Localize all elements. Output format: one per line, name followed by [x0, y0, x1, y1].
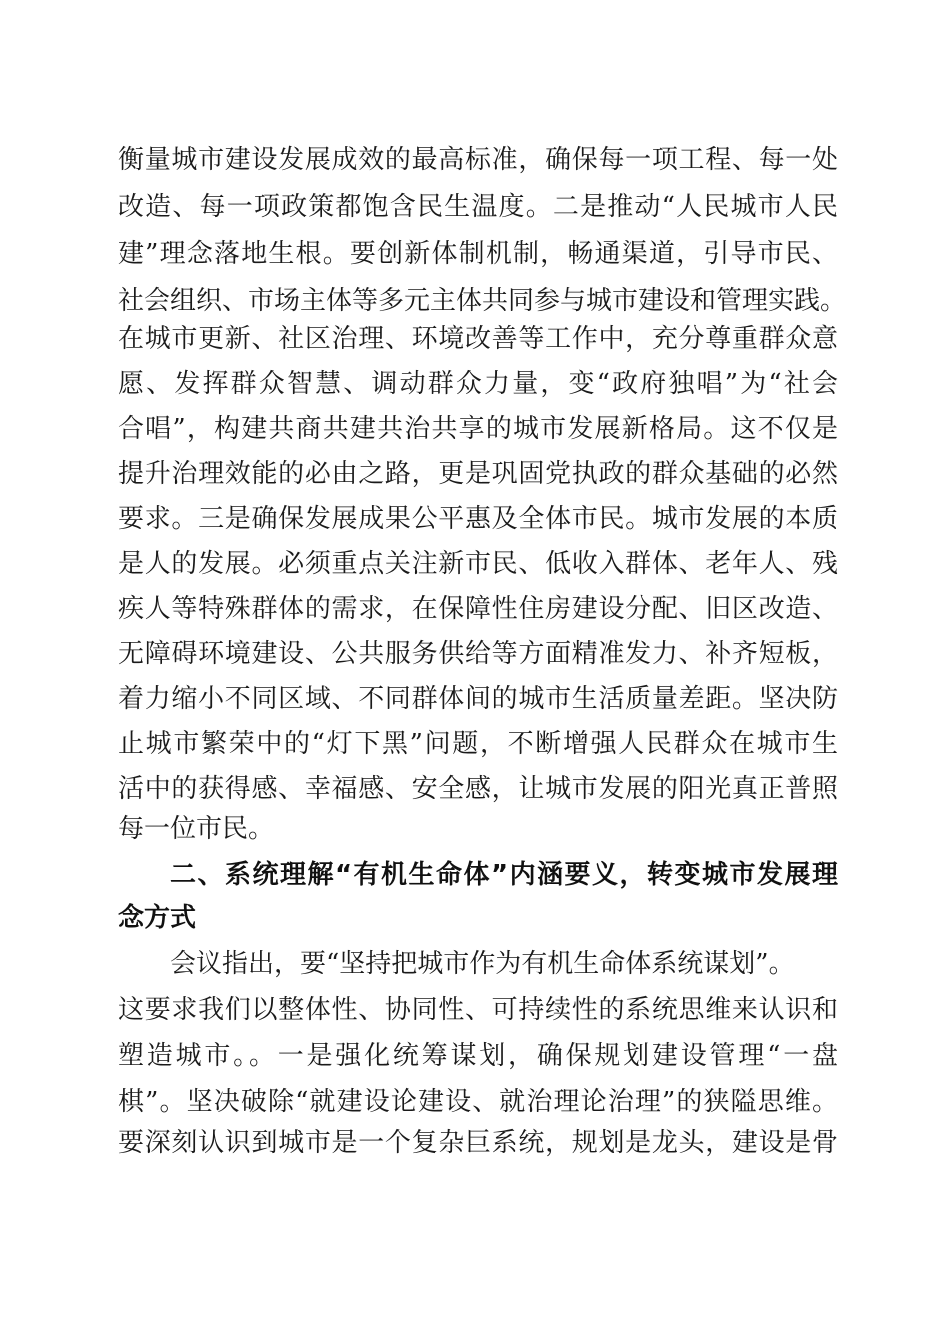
text-line: 塑造城市。。一是强化统筹谋划，确保规划建设管理“一盘 [118, 1041, 838, 1071]
text-line: 建”理念落地生根。要创新体制机制，畅通渠道，引导市民、 [118, 239, 838, 269]
text-line: 要深刻认识到城市是一个复杂巨系统，规划是龙头，建设是骨 [118, 1128, 838, 1158]
text-line: 每一位市民。 [118, 814, 275, 844]
text-line: 活中的获得感、幸福感、安全感，让城市发展的阳光真正普照 [118, 774, 838, 804]
text-line: 社会组织、市场主体等多元主体共同参与城市建设和管理实践。 [118, 286, 847, 316]
text-line: 会议指出，要“坚持把城市作为有机生命体系统谋划”。 [170, 949, 795, 979]
text-line: 是人的发展。必须重点关注新市民、低收入群体、老年人、残 [118, 549, 838, 579]
text-line: 止城市繁荣中的“灯下黑”问题，不断增强人民群众在城市生 [118, 729, 838, 759]
heading-line: 念方式 [118, 903, 197, 933]
text-line: 疾人等特殊群体的需求，在保障性住房建设分配、旧区改造、 [118, 594, 838, 624]
heading-line: 二、系统理解“有机生命体”内涵要义，转变城市发展理 [170, 860, 838, 890]
text-line: 愿、发挥群众智慧、调动群众力量，变“政府独唱”为“社会 [118, 369, 838, 399]
text-line: 着力缩小不同区域、不同群体间的城市生活质量差距。坚决防 [118, 684, 838, 714]
text-line: 这要求我们以整体性、协同性、可持续性的系统思维来认识和 [118, 995, 838, 1025]
text-line: 要求。三是确保发展成果公平惠及全体市民。城市发展的本质 [118, 504, 838, 534]
text-line: 棋”。坚决破除“就建设论建设、就治理论治理”的狭隘思维。 [118, 1087, 838, 1117]
text-line: 在城市更新、社区治理、环境改善等工作中，充分尊重群众意 [118, 324, 838, 354]
text-line: 无障碍环境建设、公共服务供给等方面精准发力、补齐短板， [118, 639, 838, 669]
text-line: 合唱”，构建共商共建共治共享的城市发展新格局。这不仅是 [118, 414, 838, 444]
text-line: 提升治理效能的必由之路，更是巩固党执政的群众基础的必然 [118, 459, 838, 489]
text-line: 改造、每一项政策都饱含民生温度。二是推动“人民城市人民 [118, 192, 838, 222]
text-line: 衡量城市建设发展成效的最高标准，确保每一项工程、每一处 [118, 145, 838, 175]
